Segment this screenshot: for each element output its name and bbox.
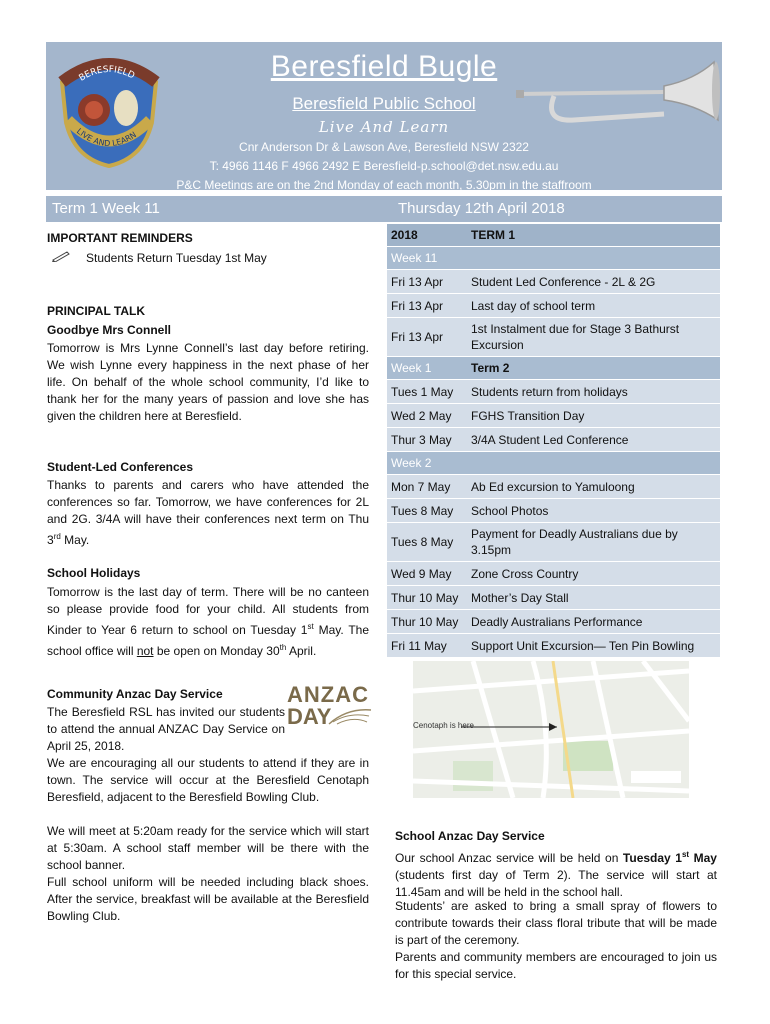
calendar-event-row	[387, 634, 720, 658]
school-contact: T: 4966 1146 F 4966 2492 E Beresfield-p.school@det.nsw.edu.au	[209, 159, 559, 173]
calendar-date: Fri 11 May	[391, 638, 447, 653]
calendar-rows	[387, 247, 720, 658]
calendar-event: Payment for Deadly Australians due by 3.15pm	[471, 527, 678, 557]
calendar-year: 2018	[391, 228, 418, 242]
anzac-heading: Community Anzac Day Service	[47, 687, 223, 701]
newsletter-title: Beresfield Bugle	[270, 50, 498, 83]
calendar-event: 3/4A Student Led Conference	[471, 432, 629, 447]
calendar-event: Students return from holidays	[471, 384, 628, 399]
holidays-heading: School Holidays	[47, 566, 141, 580]
school-anzac-heading: School Anzac Day Service	[395, 829, 545, 843]
term-bar	[46, 196, 722, 222]
svg-text:BERESFIELD: BERESFIELD	[77, 64, 137, 84]
calendar-event-row	[387, 610, 720, 634]
calendar-date: Thur 10 May	[391, 614, 459, 629]
calendar-date: Week 2	[391, 456, 432, 470]
calendar-event-row	[387, 270, 720, 294]
cenotaph-map	[413, 661, 689, 798]
anzac-paragraph-2: We are encouraging all our students to attend if they are in town. The service will occur at the Beresfield Cenotaph Beresfield, adjacent to the Beresfield Bowling Club.	[47, 756, 369, 804]
calendar-event-row	[387, 380, 720, 404]
anzac-paragraph-3: We will meet at 5:20am ready for the service which will start at 5:30am. A school staff member will be there with the school banner.	[47, 824, 369, 872]
term-week: Term 1 Week 11	[52, 200, 160, 217]
calendar-event: Support Unit Excursion— Ten Pin Bowling	[471, 638, 695, 653]
school-motto: Live And Learn	[318, 118, 450, 136]
calendar-event: Term 2	[471, 361, 510, 375]
calendar-event: Last day of school term	[471, 298, 596, 313]
school-anzac-paragraph-2: Students’ are asked to bring a small spray of flowers to contribute towards their class floral tribute that will be made is part of the ceremony.	[395, 899, 717, 947]
school-name: Beresfield Public School	[292, 94, 476, 113]
calendar-date: Wed 2 May	[391, 408, 452, 423]
calendar-event-row	[387, 294, 720, 318]
calendar-date: Thur 3 May	[391, 432, 452, 447]
school-anzac-paragraph-1: Our school Anzac service will be held on Tuesday 1st May (students first day of Term 2). The service will start at 11.45am and will be held in the school hall.	[395, 850, 717, 899]
calendar-event-row	[387, 523, 720, 562]
calendar-date: Thur 10 May	[391, 590, 459, 605]
calendar-date: Fri 13 Apr	[391, 298, 444, 313]
calendar-date: Tues 8 May	[391, 503, 454, 518]
conferences-heading: Student-Led Conferences	[47, 460, 194, 474]
calendar-date: Fri 13 Apr	[391, 274, 444, 289]
calendar-event: Deadly Australians Performance	[471, 614, 643, 629]
calendar-week-row	[387, 452, 720, 475]
calendar-event-row	[387, 562, 720, 586]
calendar-event-row	[387, 404, 720, 428]
conferences-body: Thanks to parents and carers who have attended the conferences so far. Tomorrow, we have conferences for 2L and 2G. 3/4A will have their conferences next term on Thu 3rd May.	[47, 478, 369, 547]
calendar-date: Mon 7 May	[391, 479, 451, 494]
anzac-intro: The Beresfield RSL has invited our students to attend the annual ANZAC Day Service on April 25, 2018.	[47, 705, 285, 753]
svg-text:LIVE AND LEARN: LIVE AND LEARN	[74, 126, 138, 149]
calendar-header	[387, 224, 720, 247]
calendar-date: Fri 13 Apr	[391, 330, 444, 344]
calendar-event: Zone Cross Country	[471, 566, 579, 581]
calendar-event: FGHS Transition Day	[471, 408, 585, 423]
map-label: Cenotaph is here	[413, 721, 474, 730]
calendar-term: TERM 1	[471, 228, 516, 242]
reminders-heading: IMPORTANT REMINDERS	[47, 231, 193, 245]
issue-date: Thursday 12th April 2018	[398, 200, 565, 217]
principal-body: Tomorrow is Mrs Lynne Connell’s last day before retiring. We wish Lynne every happiness in the next phase of her life. On behalf of the whole school community, I’d like to thank her for the many years of passion and love she has given the children here at Beresfield.	[47, 341, 369, 423]
calendar-event-row	[387, 499, 720, 523]
calendar-event-row	[387, 318, 720, 357]
calendar-event: 1st Instalment due for Stage 3 Bathurst Excursion	[471, 322, 680, 352]
calendar-event: Ab Ed excursion to Yamuloong	[471, 479, 635, 494]
calendar-event-row	[387, 475, 720, 499]
wheat-icon	[327, 706, 373, 726]
bugle-icon	[514, 56, 720, 126]
holidays-body: Tomorrow is the last day of term. There will be no canteen so please provide food for your child. All students from Kinder to Year 6 return to school on Tuesday 1st May. The school office will not be open on Monday 30th April.	[47, 585, 369, 658]
calendar-date: Tues 8 May	[391, 535, 454, 549]
calendar-event-row	[387, 428, 720, 452]
reminder-item: Students Return Tuesday 1st May	[86, 251, 267, 265]
anzac-day-logo: ANZAC DAY	[287, 684, 373, 730]
term-calendar	[387, 224, 720, 658]
principal-subheading: Goodbye Mrs Connell	[47, 323, 172, 337]
calendar-date: Wed 9 May	[391, 566, 452, 581]
pencil-icon	[51, 250, 71, 262]
pc-meetings: P&C Meetings are on the 2nd Monday of each month, 5.30pm in the staffroom	[176, 178, 592, 192]
calendar-event-row	[387, 586, 720, 610]
calendar-week-row	[387, 247, 720, 270]
newsletter-header	[46, 42, 722, 190]
principal-heading: PRINCIPAL TALK	[47, 304, 145, 318]
calendar-event: Student Led Conference - 2L & 2G	[471, 274, 656, 289]
calendar-date: Tues 1 May	[391, 384, 454, 399]
calendar-date: Week 1	[391, 361, 432, 375]
school-anzac-paragraph-3: Parents and community members are encouraged to join us for this special service.	[395, 950, 717, 981]
calendar-event: School Photos	[471, 503, 549, 518]
calendar-date: Week 11	[391, 251, 438, 265]
calendar-event: Mother’s Day Stall	[471, 590, 569, 605]
school-address: Cnr Anderson Dr & Lawson Ave, Beresfield NSW 2322	[239, 140, 529, 154]
anzac-paragraph-4: Full school uniform will be needed including black shoes. After the service, breakfast will be available at the Beresfield Bowling Club.	[47, 875, 369, 923]
calendar-week-row	[387, 357, 720, 380]
